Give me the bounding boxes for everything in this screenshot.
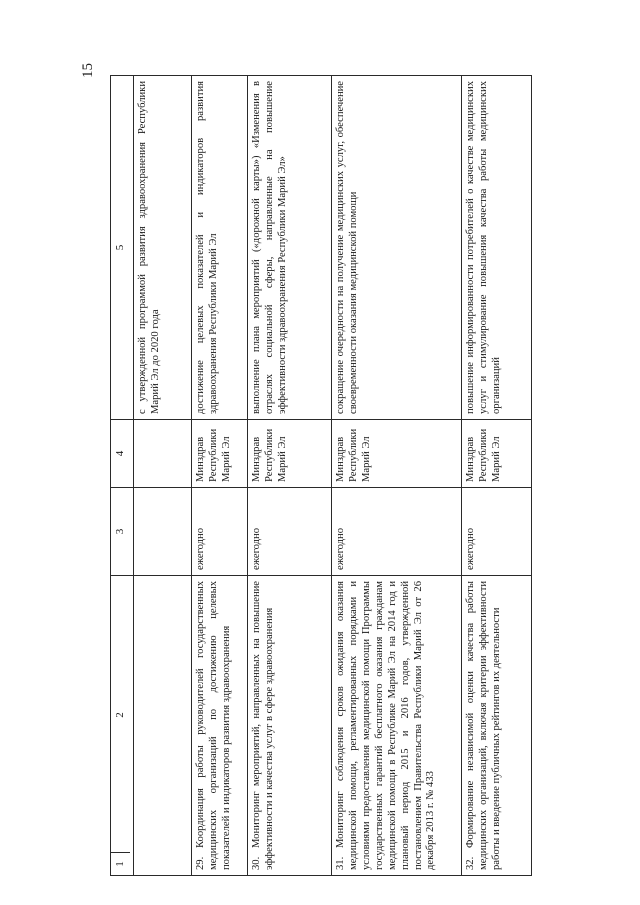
activities-table (110, 75, 532, 876)
rotated-table-container (110, 76, 528, 876)
table-row (248, 76, 332, 876)
cell-activity-empty (134, 576, 192, 876)
cell-term: ежегодно (192, 488, 248, 576)
cell-activity (192, 576, 248, 876)
cell-activity (462, 576, 532, 876)
column-header-2: 2 (114, 712, 126, 718)
cell-result: выполнение плана мероприятий («дорожной карты») «Изменения в отраслях социальной сферы, направленные на повышение эффективности здравоохранения Республики Марий Эл» (248, 76, 332, 420)
cell-executor-empty (134, 420, 192, 488)
cell-result: сокращение очередности на получение медицинских услуг, обеспечение своевременности оказания медицинской помощи (332, 76, 462, 420)
cell-result: повышение информированности потребителей о качестве медицинских услуг и стимулирование повышения качества работы медицинских организаций (462, 76, 532, 420)
column-header-5: 5 (111, 76, 134, 420)
cell-result: с утвержденной программой развития здравоохранения Республики Марий Эл до 2020 года (134, 76, 192, 420)
page-number: 15 (80, 63, 96, 78)
table-row (462, 76, 532, 876)
row-number: 31. (335, 856, 346, 870)
cell-term: ежегодно (248, 488, 332, 576)
cell-result: достижение целевых показателей и индикаторов развития здравоохранения Республики Марий Эл (192, 76, 248, 420)
activity-text: Координация работы руководителей государственных медицинских организаций по достижению целевых показателей и индикаторов развития здравоохранения (195, 581, 232, 870)
table-row (192, 76, 248, 876)
cell-term-empty (134, 488, 192, 576)
cell-executor: Минздрав Республики Марий Эл (332, 420, 462, 488)
column-header-1-2 (111, 576, 134, 876)
cell-term: ежегодно (462, 488, 532, 576)
table-header-row (111, 76, 134, 876)
column-header-4: 4 (111, 420, 134, 488)
row-number: 30. (251, 856, 262, 870)
activity-text: Мониторинг мероприятий, направленных на повышение эффективности и качества услуг в сфере здравоохранения (251, 581, 275, 870)
table-row-continuation (134, 76, 192, 876)
row-number: 29. (195, 856, 206, 870)
cell-executor: Минздрав Республики Марий Эл (462, 420, 532, 488)
column-header-1: 1 (111, 852, 130, 875)
activity-text: Мониторинг соблюдения сроков ожидания оказания медицинской помощи, регламентированных порядками и условиями предоставления медицинской помощи Программы государственных гарантий бесплатного оказания гражданам медицинской помощи в Республике Марий Эл на 2014 год и плановый период 2015 и 2016 годов, утвержденной постановлением Правительства Республики Марий Эл от 26 декабря 2013 г. № 433 (335, 581, 437, 870)
activity-text: Формирование независимой оценки качества работы медицинских организаций, включая критерии эффективности работы и введение публичных рейтингов их деятельности (465, 581, 502, 870)
row-number: 32. (465, 856, 476, 870)
table-row (332, 76, 462, 876)
column-header-3: 3 (111, 488, 134, 576)
cell-activity (248, 576, 332, 876)
cell-term: ежегодно (332, 488, 462, 576)
cell-activity (332, 576, 462, 876)
cell-executor: Минздрав Республики Марий Эл (192, 420, 248, 488)
cell-executor: Минздрав Республики Марий Эл (248, 420, 332, 488)
